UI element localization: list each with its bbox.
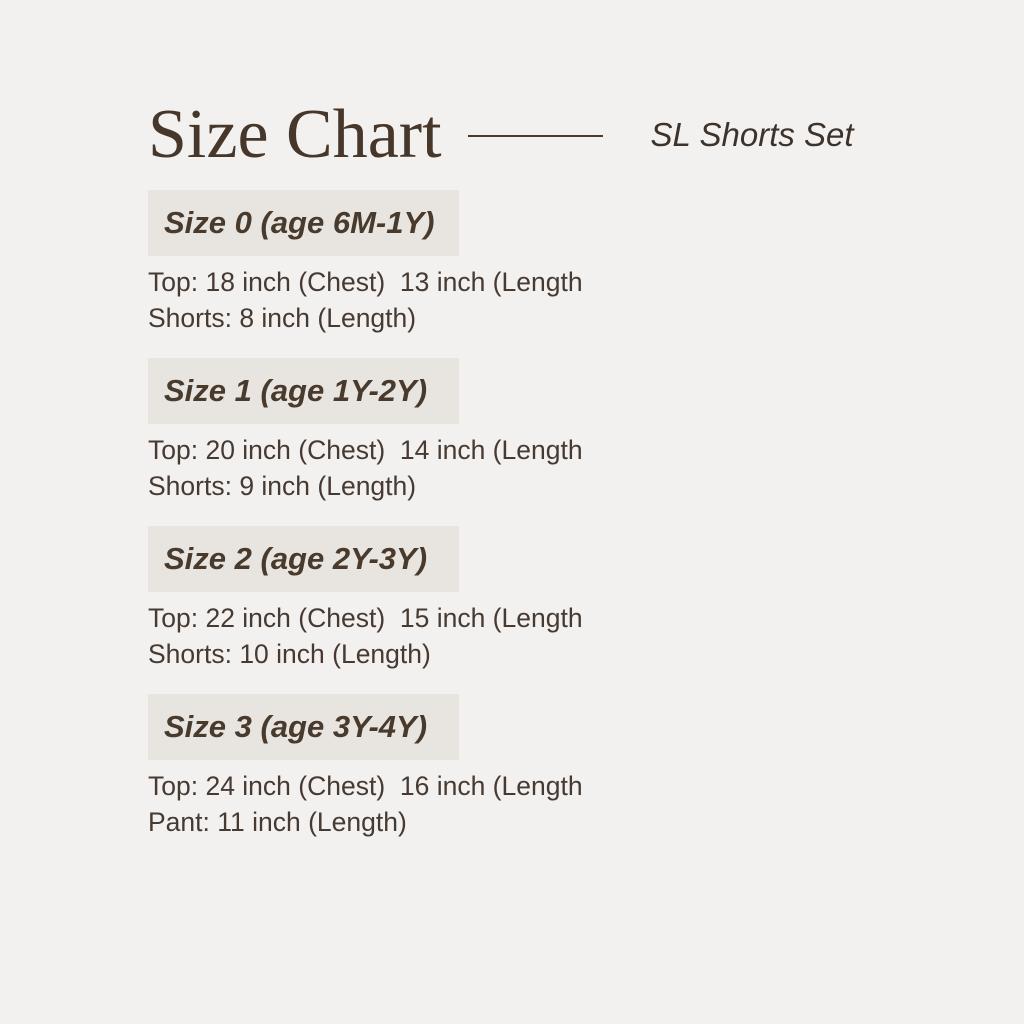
title-divider-line <box>468 135 603 137</box>
bottom-measurements: Pant: 11 inch (Length) <box>148 807 407 837</box>
top-measurements: Top: 22 inch (Chest) 15 inch (Length <box>148 603 583 633</box>
size-badge <box>148 694 459 760</box>
top-measurements: Top: 20 inch (Chest) 14 inch (Length <box>148 435 583 465</box>
size-badge-label: Size 3 (age 3Y-4Y) <box>164 709 428 744</box>
top-measurements: Top: 24 inch (Chest) 16 inch (Length <box>148 771 583 801</box>
size-section-3 <box>148 694 1024 840</box>
size-section-2 <box>148 526 1024 672</box>
size-section-0 <box>148 190 1024 336</box>
size-badge <box>148 526 459 592</box>
size-badge-label: Size 2 (age 2Y-3Y) <box>164 541 428 576</box>
size-section-1 <box>148 358 1024 504</box>
size-badge <box>148 190 459 256</box>
bottom-measurements: Shorts: 9 inch (Length) <box>148 471 417 501</box>
size-badge-label: Size 1 (age 1Y-2Y) <box>164 373 428 408</box>
product-name: SL Shorts Set <box>650 116 854 153</box>
page-title: Size Chart <box>148 96 442 174</box>
size-badge-label: Size 0 (age 6M-1Y) <box>164 205 435 240</box>
bottom-measurements: Shorts: 8 inch (Length) <box>148 303 417 333</box>
header <box>148 94 1024 176</box>
size-badge <box>148 358 459 424</box>
top-measurements: Top: 18 inch (Chest) 13 inch (Length <box>148 267 583 297</box>
bottom-measurements: Shorts: 10 inch (Length) <box>148 639 431 669</box>
